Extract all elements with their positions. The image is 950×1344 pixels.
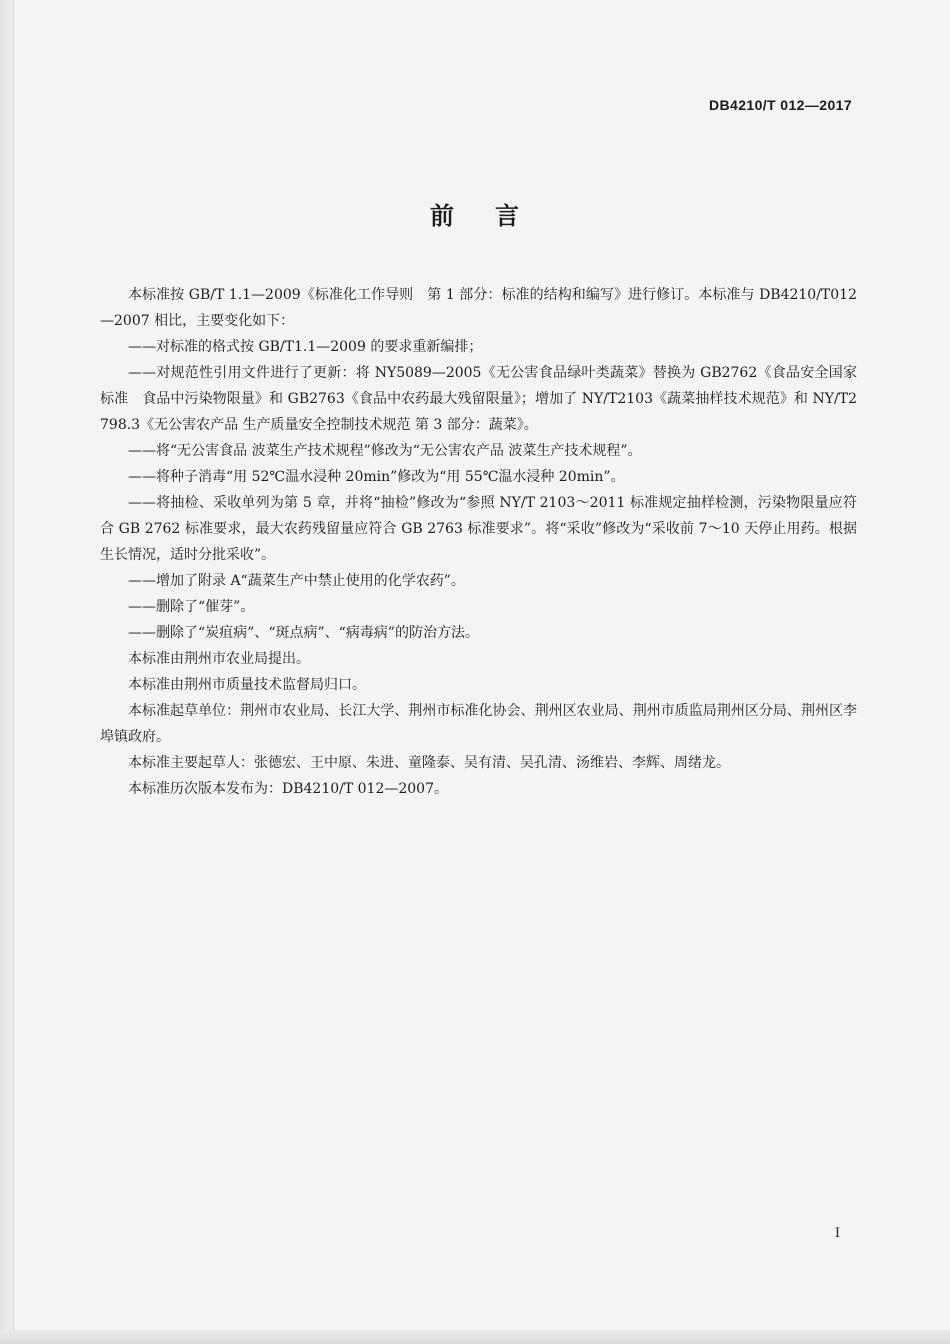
paragraph: 本标准历次版本发布为：DB4210/T 012—2007。 <box>128 781 448 797</box>
title-char-1: 前 <box>430 202 455 230</box>
paragraph: ——将“无公害食品 波菜生产技术规程”修改为“无公害农产品 波菜生产技术规程”。 <box>128 443 642 459</box>
document-code: DB4210/T 012—2017 <box>709 97 852 113</box>
paragraph: ——将种子消毒“用 52℃温水浸种 20min”修改为“用 55℃温水浸种 20min”。 <box>128 469 625 485</box>
paragraph: ——对标准的格式按 GB/T1.1—2009 的要求重新编排； <box>128 339 483 355</box>
paragraph: ——删除了“催芽”。 <box>128 599 255 615</box>
scan-bottom-edge <box>0 1330 950 1344</box>
paragraph: ——对规范性引用文件进行了更新：将 NY5089—2005《无公害食品绿叶类蔬菜》替换为 GB2762《食品安全国家标准 食品中污染物限量》和 GB2763《食品中农药最大残留限量》；增加了 NY/T2103《蔬菜抽样技术规范》和 NY/T2798.3《无公害农产品 生产质量安全控制技术规范 第 3 部分：蔬菜》。 <box>100 365 857 433</box>
paragraph: 本标准由荆州市农业局提出。 <box>128 651 310 667</box>
title-char-2: 言 <box>495 202 520 230</box>
page-number: I <box>834 1226 840 1241</box>
paragraph: ——增加了附录 A“蔬菜生产中禁止使用的化学农药”。 <box>128 573 465 589</box>
paragraph: 本标准按 GB/T 1.1—2009《标准化工作导则 第 1 部分：标准的结构和编写》进行修订。本标准与 DB4210/T012—2007 相比，主要变化如下： <box>100 287 857 329</box>
page-title <box>0 196 950 231</box>
paragraph: 本标准由荆州市质量技术监督局归口。 <box>128 677 366 693</box>
paragraph: ——删除了“炭疽病”、“斑点病”、“病毒病”的防治方法。 <box>128 625 479 641</box>
paragraph: ——将抽检、采收单列为第 5 章，并将“抽检”修改为“参照 NY/T 2103～2011 标准规定抽样检测，污染物限量应符合 GB 2762 标准要求，最大农药残留量应符合 GB 2763 标准要求”。将“采收”修改为“采收前 7～10 天停止用药。根据生长情况，适时分批采收”。 <box>100 495 857 563</box>
paragraph: 本标准主要起草人：张德宏、王中原、朱进、童隆泰、吴有清、吴孔清、汤维岩、李辉、周绪龙。 <box>128 755 730 771</box>
paragraph: 本标准起草单位：荆州市农业局、长江大学、荆州市标准化协会、荆州区农业局、荆州市质监局荆州区分局、荆州区李埠镇政府。 <box>100 703 857 745</box>
foreword-body <box>100 282 857 802</box>
